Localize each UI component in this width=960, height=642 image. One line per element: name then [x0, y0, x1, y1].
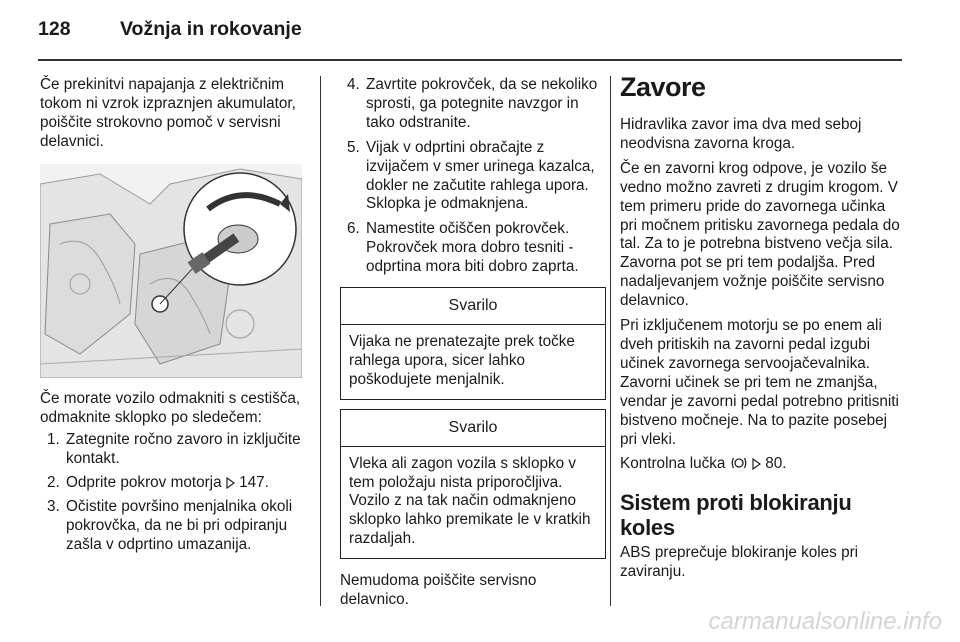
column-left — [40, 76, 308, 555]
paragraph: ABS preprečuje blokiranje koles pri zaviranju. — [620, 544, 859, 581]
step-number: 4. — [347, 76, 360, 93]
list-item — [340, 76, 606, 133]
step-text: Očistite površino menjalnika okoli pokrovčka, da ne bi pri odpiranju zašla v odprtino umazanija. — [66, 498, 293, 553]
intro-paragraph: Če prekinitvi napajanja z električnim tokom ni vzrok izpraznjen akumulator, poiščite strokovno pomoč v servisni delavnici. — [40, 76, 296, 150]
list-item — [40, 474, 308, 493]
paragraph: Hidravlika zavor ima dva med seboj neodvisna zavorna kroga. — [620, 116, 862, 152]
page-reference-arrow-icon — [226, 477, 235, 489]
page-reference[interactable]: 147. — [239, 474, 269, 492]
column-divider — [610, 76, 611, 606]
page-number: 128 — [38, 18, 71, 40]
step-number: 1. — [47, 431, 60, 449]
step-text: Namestite očiščen pokrovček. Pokrovček mora dobro tesniti - odprtina mora biti dobro zaprta. — [366, 220, 579, 276]
list-item — [40, 498, 308, 555]
page-title: Vožnja in rokovanje — [120, 18, 302, 40]
indicator-label: Kontrolna lučka — [620, 455, 726, 473]
step-text: Odprite pokrov motorja — [66, 474, 222, 492]
footer-paragraph: Nemudoma poiščite servisno delavnico. — [340, 572, 537, 609]
list-item — [340, 139, 606, 215]
indicator-paragraph — [620, 455, 905, 474]
steps-list — [340, 76, 606, 277]
list-item — [340, 220, 606, 277]
column-divider — [320, 76, 321, 606]
warning-body: Vleka ali zagon vozila s sklopko v tem položaju nista priporočljiva. Vozilo z na tak način odmaknjeno sklopko lahko premikate le v kratkih razdaljah. — [349, 454, 591, 548]
tow-paragraph: Če morate vozilo odmakniti s cestišča, odmaknite sklopko po sledečem: — [40, 389, 301, 426]
warning-title: Svarilo — [341, 288, 605, 325]
page-header — [38, 18, 302, 41]
brake-warning-lamp-icon — [730, 456, 748, 470]
step-text: Vijak v odprtini obračajte z izvijačem v smer urinega kazalca, dokler ne začutite rahlega upora. Sklopka je odmaknjena. — [366, 138, 595, 213]
list-item — [40, 431, 308, 469]
step-number: 6. — [347, 220, 360, 238]
step-text: Zavrtite pokrovček, da se nekoliko sprosti, ga potegnite navzgor in tako odstranite. — [366, 76, 598, 131]
transmission-illustration — [40, 164, 302, 378]
warning-box — [340, 287, 606, 400]
step-number: 3. — [47, 498, 60, 516]
warning-title: Svarilo — [341, 410, 605, 447]
step-number: 2. — [47, 474, 60, 492]
paragraph: Če en zavorni krog odpove, je vozilo še vedno možno zavreti z drugim krogom. V tem primeru pride do zavornega učinka pri močnem pritisku zavornega pedala do tal. Za to je potrebna bistveno večja sila. Zavorna pot se pri tem podaljša. Pred nadaljevanjem vožnje poiščite servisno delavnico. — [620, 159, 900, 310]
warning-body: Vijaka ne prenatezajte prek točke rahlega upora, sicer lahko poškodujete menjalnik. — [349, 332, 575, 388]
warning-box — [340, 409, 606, 559]
section-heading: Zavore — [620, 72, 706, 102]
watermark: carmanualsonline.info — [708, 608, 942, 635]
column-middle — [340, 76, 606, 610]
step-number: 5. — [347, 138, 360, 156]
page-reference[interactable]: 80. — [765, 455, 787, 473]
paragraph: Pri izključenem motorju se po enem ali dveh pritiskih na zavorni pedal izgubi učinek zavornega servoojačevalnika. Zavorni učinek se pri tem ne zmanjša, vendar je zavorni pedal potrebno pritisniti bistveno močneje. Na to pazite posebej pri vleki. — [620, 317, 899, 448]
step-text: Zategnite ročno zavoro in izključite kontakt. — [66, 431, 301, 468]
header-rule — [38, 59, 902, 61]
section-heading: Sistem proti blokiranju koles — [620, 490, 852, 541]
page-reference-arrow-icon — [752, 458, 761, 470]
column-right — [620, 72, 905, 582]
steps-list — [40, 431, 308, 554]
